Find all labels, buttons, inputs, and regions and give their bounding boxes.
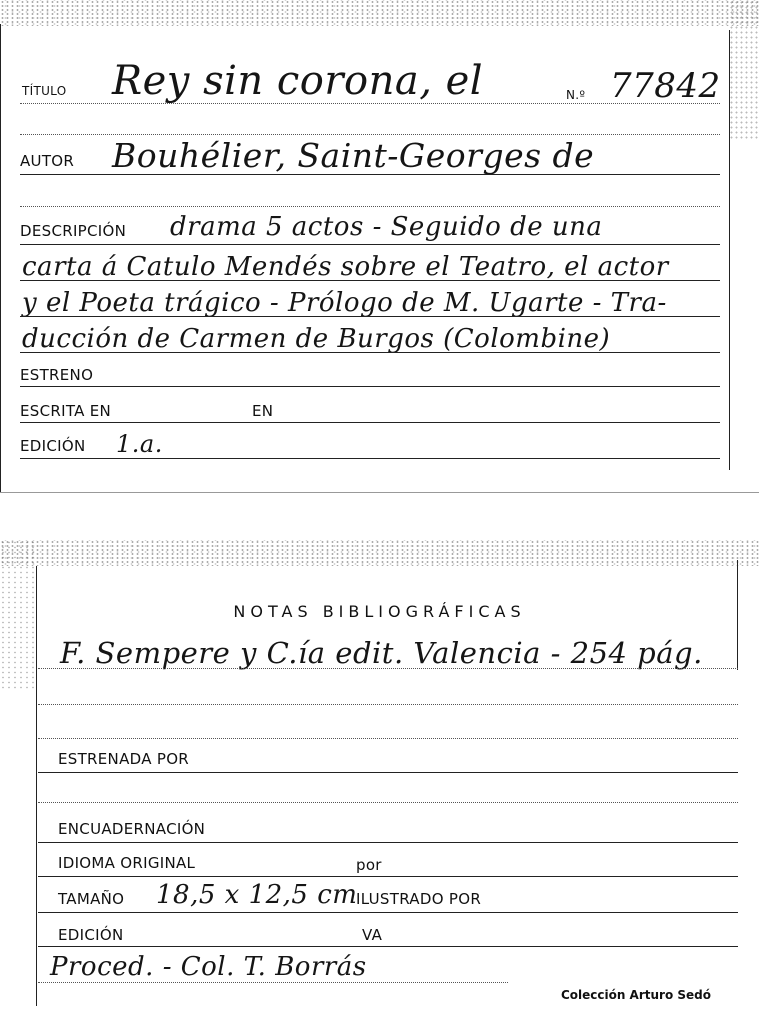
estrenada-por-label: ESTRENADA POR — [58, 750, 190, 768]
idioma-original-label: IDIOMA ORIGINAL — [58, 854, 196, 872]
ilustrado-por-label: ILUSTRADO POR — [356, 890, 482, 908]
collection-label: Colección Arturo Sedó — [560, 988, 711, 1002]
edicion-label: EDICIÓN — [20, 437, 86, 455]
titulo-label: TÍTULO — [22, 84, 67, 98]
descripcion-line-1: drama 5 actos - Seguido de una — [170, 212, 603, 242]
autor-value: Bouhélier, Saint-Georges de — [112, 136, 595, 175]
card-left-border — [36, 566, 37, 1006]
notas-value: F. Sempere y C.ía edit. Valencia - 254 pág. — [60, 636, 703, 670]
descripcion-label: DESCRIPCIÓN — [20, 222, 127, 240]
descripcion-line-4: ducción de Carmen de Burgos (Colombine) — [22, 324, 611, 354]
en-label: EN — [252, 402, 274, 420]
titulo-value: Rey sin corona, el — [112, 58, 484, 104]
scan-edge-speckle — [0, 0, 759, 26]
por-label: por — [356, 856, 382, 874]
edicion-value: 1.a. — [116, 430, 163, 458]
autor-label: AUTOR — [20, 152, 75, 170]
va-label: VA — [362, 926, 383, 944]
procedencia-value: Proced. - Col. T. Borrás — [50, 952, 367, 982]
estreno-label: ESTRENO — [20, 366, 94, 384]
encuadernacion-label: ENCUADERNACIÓN — [58, 820, 206, 838]
catalog-card-back — [0, 540, 759, 1028]
card-separator — [0, 492, 759, 493]
scan-edge-speckle — [0, 540, 759, 566]
card-right-border — [729, 30, 730, 470]
numero-value: 77842 — [610, 66, 721, 106]
edicion-back-label: EDICIÓN — [58, 926, 124, 944]
escrita-en-label: ESCRITA EN — [20, 402, 112, 420]
descripcion-line-3: y el Poeta trágico - Prólogo de M. Ugarte - Tra- — [22, 288, 667, 318]
tamano-value: 18,5 x 12,5 cm — [156, 880, 358, 910]
notas-title: NOTAS BIBLIOGRÁFICAS — [233, 602, 526, 621]
numero-label: N.º — [566, 88, 586, 102]
card-left-border — [0, 24, 1, 492]
catalog-card-front — [0, 0, 759, 492]
descripcion-line-2: carta á Catulo Mendés sobre el Teatro, el actor — [22, 252, 669, 282]
tamano-label: TAMAÑO — [58, 890, 125, 908]
scan-edge-speckle-right — [729, 0, 759, 140]
